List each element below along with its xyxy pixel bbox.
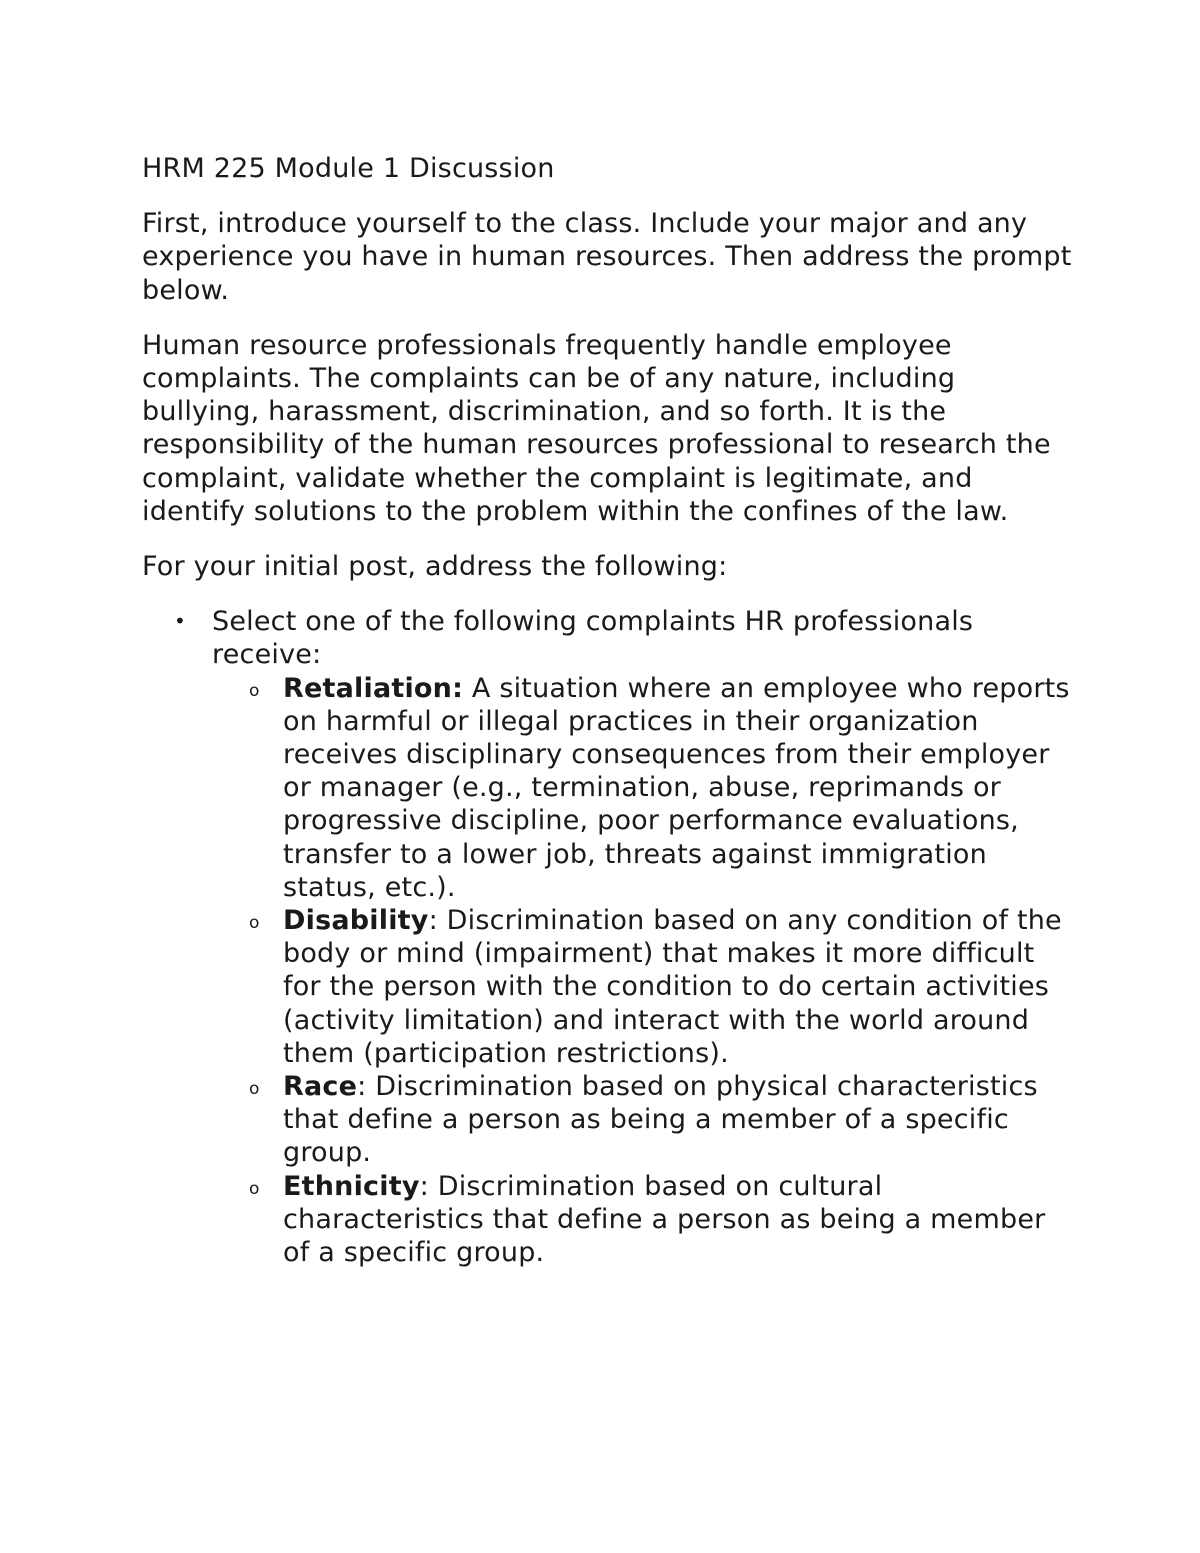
complaint-item-ethnicity bbox=[249, 1170, 1072, 1270]
complaint-term: Race bbox=[283, 1071, 358, 1103]
complaint-item-retaliation bbox=[249, 672, 1072, 904]
document-page bbox=[142, 152, 1072, 1269]
list-item bbox=[174, 605, 1072, 1269]
complaint-description: : Discrimination based on cultural characteristics that define a person as being a member of a specific group. bbox=[283, 1170, 1046, 1269]
circle-bullet-icon: o bbox=[249, 913, 260, 934]
circle-bullet-icon: o bbox=[249, 1178, 260, 1199]
circle-bullet-icon: o bbox=[249, 680, 260, 701]
bullet-icon: • bbox=[174, 609, 186, 634]
list-item-text: Select one of the following complaints HR professionals receive: bbox=[212, 606, 974, 671]
lead-paragraph: For your initial post, address the following: bbox=[142, 551, 728, 583]
complaint-item-race bbox=[249, 1070, 1072, 1170]
complaint-list bbox=[142, 605, 1072, 1269]
document-title: HRM 225 Module 1 Discussion bbox=[142, 153, 555, 184]
complaint-item-disability bbox=[249, 904, 1072, 1070]
complaint-description: A situation where an employee who reports on harmful or illegal practices in their organization receives disciplinary consequences from their employer or manager (e.g., termination, abuse, reprimands or progressive discipline, poor performance evaluations, transfer to a lower job, threats against immigration status, etc.). bbox=[283, 672, 1070, 903]
complaint-term: Ethnicity bbox=[283, 1170, 420, 1202]
intro-paragraph: First, introduce yourself to the class. Include your major and any experience you have in human resources. Then address the prompt below. bbox=[142, 208, 1072, 306]
complaint-term: Disability bbox=[283, 905, 429, 937]
circle-bullet-icon: o bbox=[249, 1079, 260, 1100]
context-paragraph: Human resource professionals frequently handle employee complaints. The complaints can be of any nature, including bullying, harassment, discrimination, and so forth. It is the responsibility of the human resources professional to research the complaint, validate whether the complaint is legitimate, and identify solutions to the problem within the confines of the law. bbox=[142, 329, 1051, 527]
complaint-term: Retaliation: bbox=[283, 672, 464, 704]
complaint-description: : Discrimination based on physical characteristics that define a person as being a member of a specific group. bbox=[283, 1071, 1038, 1169]
complaint-types-list bbox=[212, 672, 1072, 1270]
complaint-description: : Discrimination based on any condition of the body or mind (impairment) that makes it more difficult for the person with the condition to do certain activities (activity limitation) and interact with the world around them (participation restrictions). bbox=[283, 905, 1062, 1069]
